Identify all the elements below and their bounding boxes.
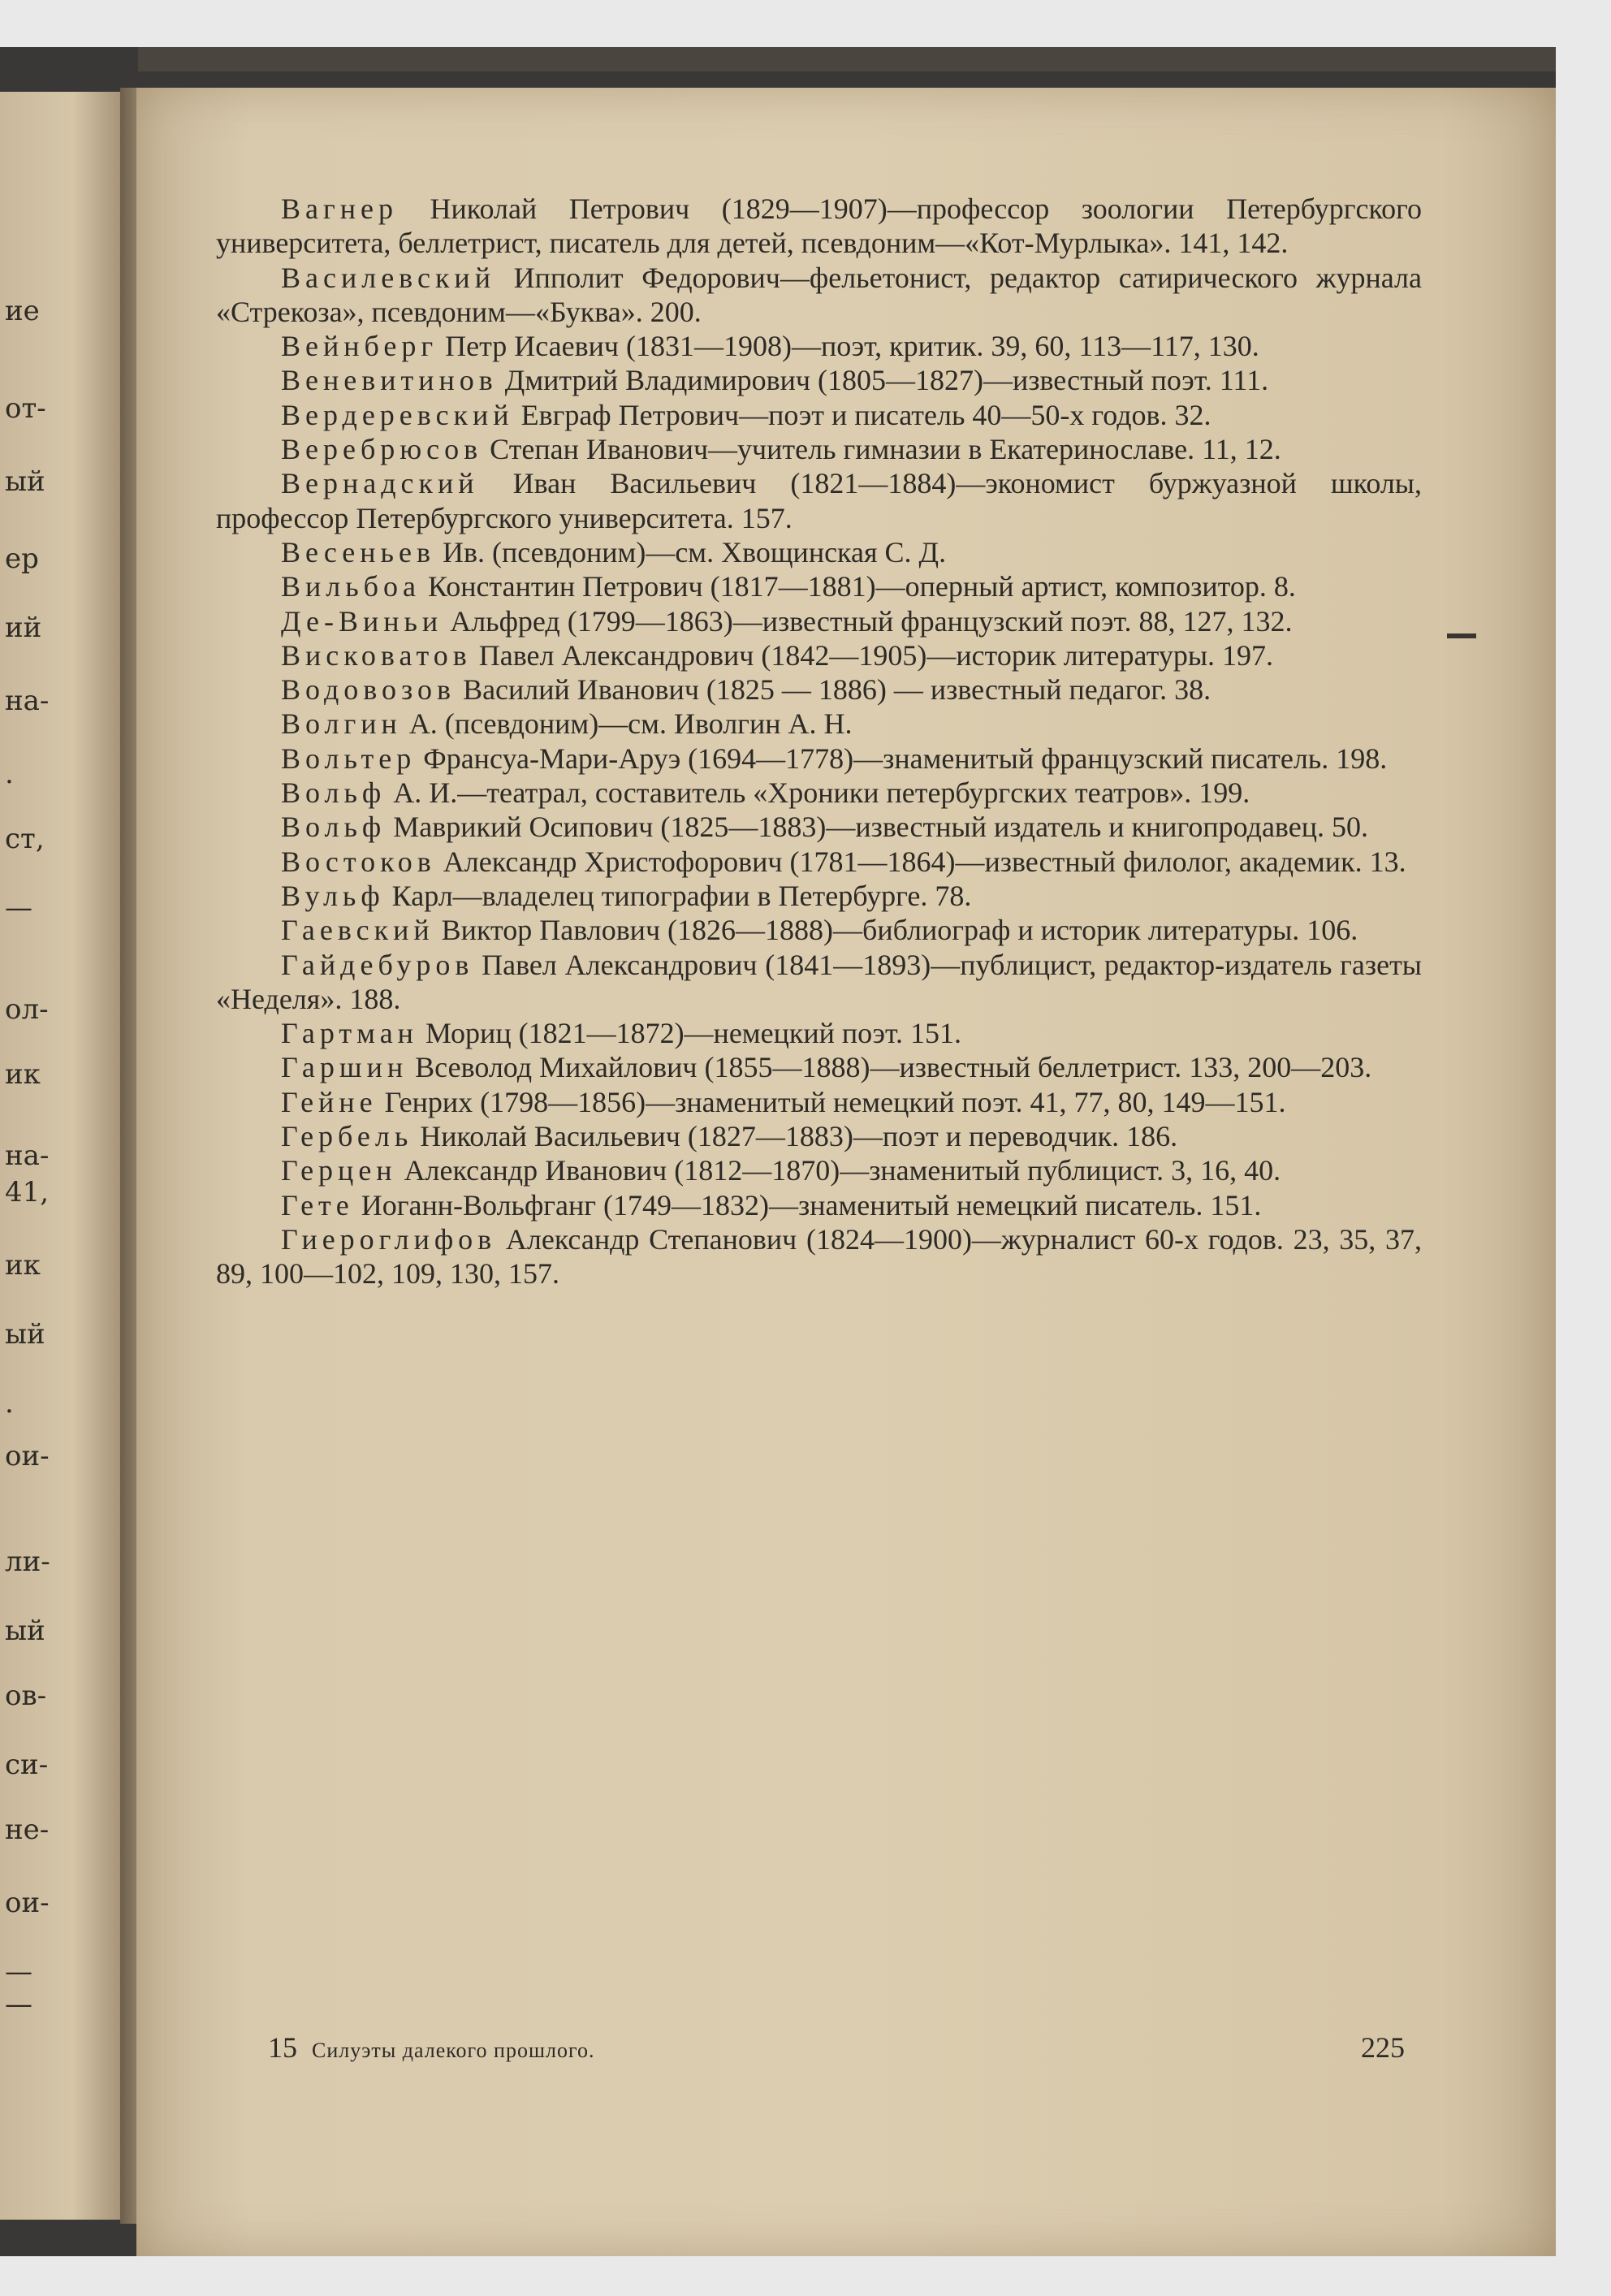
index-entry <box>216 845 1422 879</box>
index-entry <box>216 742 1422 776</box>
book-gutter <box>120 88 138 2224</box>
entry-surname: Волгин <box>281 707 402 741</box>
entry-text: Павел Александрович (1842—1905)—историк литературы. 197. <box>471 638 1274 672</box>
left-page-fragment: ли- <box>5 1546 50 1578</box>
entry-text: Петр Исаевич (1831—1908)—поэт, критик. 39, 60, 113—117, 130. <box>438 330 1259 363</box>
left-page-fragment: — <box>5 1956 32 1988</box>
entry-text: Александр Степанович (1824—1900)—журналист 60-х годов. 23, 35, 37, 89, 100—102, 109, 130, 157. <box>216 1222 1422 1291</box>
entry-surname: Вильбоа <box>281 570 421 603</box>
entry-text: Николай Васильевич (1827—1883)—поэт и переводчик. 186. <box>412 1120 1178 1153</box>
index-entry <box>216 1153 1422 1187</box>
left-page-fragment: ый <box>5 1615 45 1647</box>
entry-surname: Гиероглифов <box>281 1222 497 1256</box>
index-entry <box>216 604 1422 638</box>
index-entry <box>216 329 1422 363</box>
entry-surname: Де-Виньи <box>281 604 443 638</box>
entry-surname: Вульф <box>281 879 385 912</box>
entry-surname: Вольтер <box>281 742 417 775</box>
entry-surname: Вейнберг <box>281 330 438 363</box>
top-edge <box>138 47 1556 71</box>
entry-text: Иоганн-Вольфганг (1749—1832)—знаменитый немецкий писатель. 151. <box>353 1188 1262 1222</box>
entry-text: Степан Иванович—учитель гимназии в Екатеринославе. 11, 12. <box>482 433 1281 466</box>
entry-text: Дмитрий Владимирович (1805—1827)—известный поэт. 111. <box>497 364 1269 397</box>
left-page-fragment: ол- <box>5 993 49 1026</box>
index-entry <box>216 776 1422 810</box>
entry-surname: Вагнер <box>281 192 398 225</box>
index-entry <box>216 1119 1422 1153</box>
index-entry <box>216 913 1422 947</box>
entry-text: Ив. (псевдоним)—см. Хвощинская С. Д. <box>434 535 947 569</box>
page-number: 225 <box>1361 2031 1405 2064</box>
signature-mark: 15 <box>268 2031 297 2064</box>
index-entry <box>216 707 1422 741</box>
entry-text: Виктор Павлович (1826—1888)—библиограф и историк литературы. 106. <box>434 914 1358 947</box>
index-entry <box>216 672 1422 707</box>
index-entry <box>216 261 1422 330</box>
index-entry <box>216 1016 1422 1050</box>
index-entry <box>216 1050 1422 1084</box>
entry-text: Павел Александрович (1841—1893)—публицист, редактор-издатель газеты «Неделя». 188. <box>216 948 1422 1015</box>
entry-text: Александр Иванович (1812—1870)—знаменитый публицист. 3, 16, 40. <box>396 1154 1281 1187</box>
page-footer <box>268 2030 1405 2065</box>
entry-surname: Василевский <box>281 261 495 294</box>
left-page-fragment: — <box>5 1988 32 2021</box>
index-entry <box>216 363 1422 397</box>
entry-surname: Востоков <box>281 845 436 878</box>
index-entry <box>216 1188 1422 1222</box>
entry-text: Константин Петрович (1817—1881)—оперный артист, композитор. 8. <box>420 570 1296 603</box>
left-page-fragment: ый <box>5 465 45 498</box>
left-page-fragment: ер <box>5 543 39 575</box>
entry-surname: Висковатов <box>281 638 472 672</box>
left-page-fragment: . <box>5 758 14 790</box>
left-page-fragment: ий <box>5 612 42 644</box>
entry-text: Иван Васильевич (1821—1884)—экономист буржуазной школы, профессор Петербургского университета. 157. <box>216 467 1422 534</box>
entry-surname: Гайдебуров <box>281 948 474 981</box>
entry-text: Ипполит Федорович—фельетонист, редактор сатирического журнала «Стрекоза», псевдоним—«Буква». 200. <box>216 261 1422 328</box>
index-entry <box>216 638 1422 672</box>
left-page <box>0 92 120 2220</box>
left-page-fragment: от- <box>5 392 46 425</box>
entry-surname: Водовозов <box>281 673 456 707</box>
running-title: Силуэты далекого прошлого. <box>312 2039 595 2062</box>
entry-surname: Веневитинов <box>281 364 498 397</box>
index-entry <box>216 192 1422 261</box>
entry-surname: Гербель <box>281 1120 413 1153</box>
index-entry <box>216 432 1422 466</box>
left-page-fragment: — <box>5 892 32 924</box>
entry-surname: Гаршин <box>281 1051 408 1084</box>
entry-text: А. (псевдоним)—см. Иволгин А. Н. <box>401 707 853 741</box>
left-page-fragment: ик <box>5 1249 41 1282</box>
left-page-fragment: не- <box>5 1814 50 1846</box>
entry-surname: Вердеревский <box>281 398 514 431</box>
entry-surname: Герцен <box>281 1154 397 1187</box>
entry-surname: Вольф <box>281 811 387 844</box>
entry-text: Николай Петрович (1829—1907)—профессор зоологии Петербургского университета, беллетрист, писатель для детей, псевдоним—«Кот-Мурлыка». 141, 142. <box>216 192 1422 260</box>
entry-text: Генрих (1798—1856)—знаменитый немецкий поэт. 41, 77, 80, 149—151. <box>377 1085 1286 1118</box>
entry-text: Мориц (1821—1872)—немецкий поэт. 151. <box>417 1017 962 1050</box>
left-page-fragment: 41, <box>5 1176 50 1209</box>
entry-text: Карл—владелец типографии в Петербурге. 78. <box>384 879 972 912</box>
entry-text: А. И.—театрал, составитель «Хроники петербургских театров». 199. <box>386 776 1250 810</box>
left-page-fragment: ои- <box>5 1887 50 1919</box>
entry-text: Альфред (1799—1863)—известный французский поэт. 88, 127, 132. <box>443 604 1293 638</box>
left-page-fragment: ик <box>5 1058 41 1091</box>
margin-mark <box>1447 633 1476 638</box>
index-entry <box>216 1085 1422 1119</box>
entry-surname: Гейне <box>281 1085 378 1118</box>
entry-surname: Весеньев <box>281 535 435 569</box>
index-entry <box>216 879 1422 913</box>
entry-text: Василий Иванович (1825 — 1886) — известный педагог. 38. <box>456 673 1211 707</box>
left-page-fragment: си- <box>5 1749 49 1781</box>
index-entry <box>216 810 1422 844</box>
left-page-fragment: ов- <box>5 1680 47 1712</box>
entry-text: Маврикий Осипович (1825—1883)—известный издатель и книгопродавец. 50. <box>386 811 1368 844</box>
entry-surname: Гартман <box>281 1017 418 1050</box>
left-page-fragment: ый <box>5 1318 45 1351</box>
left-page-fragment: ст, <box>5 823 45 855</box>
entry-surname: Гете <box>281 1188 354 1222</box>
left-page-fragment: на- <box>5 1139 50 1172</box>
entry-text: Франсуа-Мари-Аруэ (1694—1778)—знаменитый французский писатель. 198. <box>416 742 1388 775</box>
entry-surname: Вернадский <box>281 467 479 500</box>
entry-text: Евграф Петрович—поэт и писатель 40—50-х годов. 32. <box>513 398 1211 431</box>
entry-text: Александр Христофорович (1781—1864)—известный филолог, академик. 13. <box>435 845 1406 878</box>
left-page-fragment: ие <box>5 295 40 327</box>
left-page-fragment: . <box>5 1387 14 1420</box>
entry-surname: Веребрюсов <box>281 433 483 466</box>
index-entries <box>216 192 1422 1291</box>
index-entry <box>216 535 1422 569</box>
index-entry <box>216 569 1422 603</box>
index-entry <box>216 948 1422 1017</box>
left-page-fragment: на- <box>5 685 50 717</box>
index-entry <box>216 466 1422 535</box>
entry-text: Всеволод Михайлович (1855—1888)—известный беллетрист. 133, 200—203. <box>408 1051 1372 1084</box>
index-entry <box>216 398 1422 432</box>
entry-surname: Вольф <box>281 776 387 810</box>
index-entry <box>216 1222 1422 1291</box>
entry-surname: Гаевский <box>281 914 434 947</box>
left-page-fragment: ои- <box>5 1440 50 1472</box>
